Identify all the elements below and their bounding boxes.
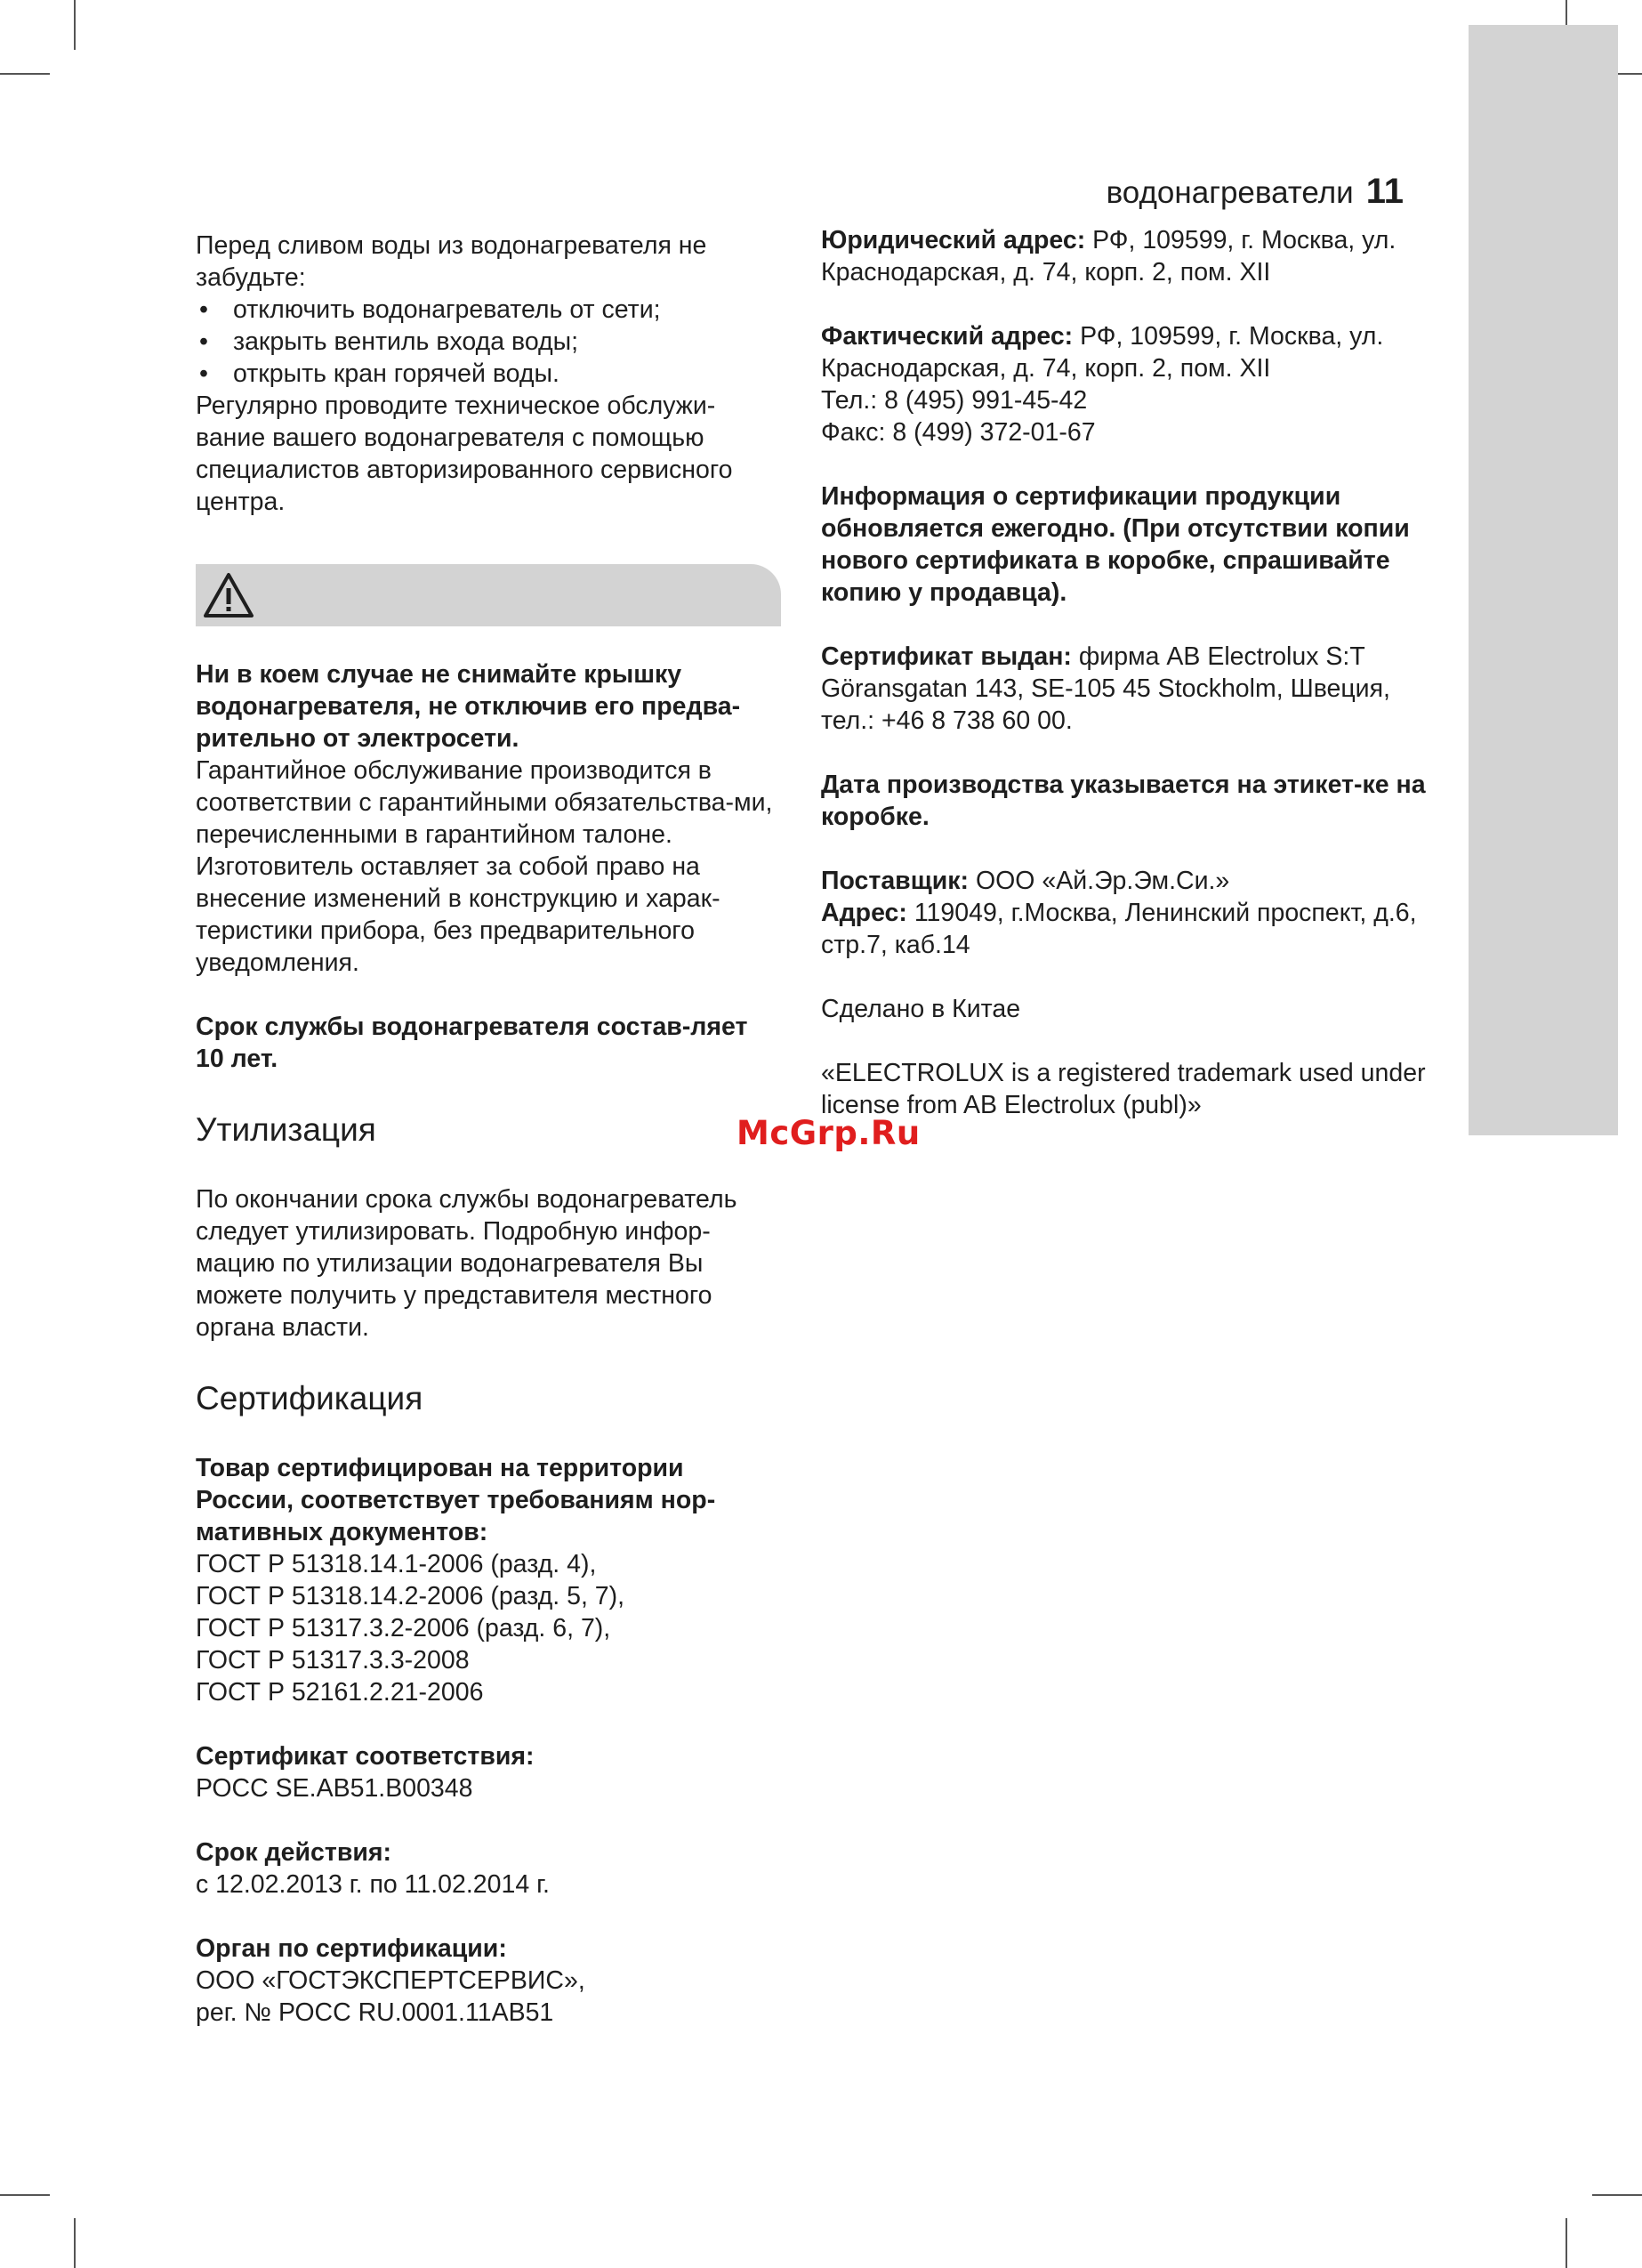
standard-item: ГОСТ Р 51318.14.1-2006 (разд. 4),: [196, 1550, 597, 1578]
right-column: [821, 224, 1426, 1121]
crop-mark: [0, 73, 50, 75]
warning-bar: [196, 564, 781, 626]
watermark: McGrp.Ru: [736, 1114, 921, 1152]
left-column: [196, 230, 783, 2029]
address-value: 119049, г.Москва, Ленинский проспект, д.6, стр.7, каб.14: [821, 899, 1417, 959]
list-item: • закрыть вентиль входа воды;: [196, 326, 783, 358]
actual-address: [821, 320, 1426, 384]
cert-body-value: ООО «ГОСТЭКСПЕРТСЕРВИС»,: [196, 1966, 585, 1995]
made-in: Сделано в Китае: [821, 995, 1021, 1023]
standard-item: ГОСТ Р 51317.3.2-2006 (разд. 6, 7),: [196, 1614, 611, 1642]
crop-mark: [74, 0, 76, 50]
cert-body-label: Орган по сертификации:: [196, 1934, 507, 1963]
address-label: Адрес:: [821, 899, 907, 927]
crop-mark: [1566, 2218, 1567, 2268]
crop-mark: [74, 2218, 76, 2268]
supplier-address: [821, 897, 1426, 961]
validity-label: Срок действия:: [196, 1838, 392, 1867]
warranty-text: Гарантийное обслуживание производится в соответствии с гарантийными обязательства-ми, перечисленными в гарантийном талоне. Изготовитель оставляет за собой право на внесение изменений в конструкцию и харак-теристики прибора, без предварительного уведомления.: [196, 756, 773, 977]
page-number: 11: [1365, 172, 1404, 211]
warning-text: Ни в коем случае не снимайте крышку водонагревателя, не отключив его предва-рительно от электросети.: [196, 660, 741, 753]
crop-mark: [0, 2194, 50, 2196]
page-header: [1107, 174, 1404, 211]
conformity-label: Сертификат соответствия:: [196, 1742, 535, 1771]
conformity-value: РОСС SE.АВ51.В00348: [196, 1774, 473, 1803]
legal-address-label: Юридический адрес:: [821, 226, 1086, 254]
certificate-issued-label: Сертификат выдан:: [821, 642, 1072, 671]
phone: Тел.: 8 (495) 991-45-42: [821, 386, 1088, 415]
supplier-label: Поставщик:: [821, 867, 970, 895]
certification-heading: Сертификация: [196, 1380, 423, 1416]
supplier: [821, 865, 1426, 897]
legal-address: [821, 224, 1426, 288]
cert-body-reg: рег. № РОСС RU.0001.11АВ51: [196, 1998, 554, 2027]
chapter-side-tab: [1469, 25, 1618, 1135]
certification-info: Информация о сертификации продукции обновляется ежегодно. (При отсутствии копии нового сертификата в коробке, спрашивайте копию у продавца).: [821, 482, 1410, 607]
maintenance-text: Регулярно проводите техническое обслужи-вание вашего водонагревателя с помощью специалистов авторизированного сервисного центра.: [196, 391, 733, 516]
disposal-heading: Утилизация: [196, 1111, 376, 1148]
drain-steps-list: [196, 294, 783, 390]
trademark-note: «ELECTROLUX is a registered trademark used under license from AB Electrolux (publ)»: [821, 1059, 1426, 1119]
list-item: • открыть кран горячей воды.: [196, 358, 783, 390]
validity-value: с 12.02.2013 г. по 11.02.2014 г.: [196, 1870, 550, 1899]
standard-item: ГОСТ Р 51318.14.2-2006 (разд. 5, 7),: [196, 1582, 625, 1610]
warning-triangle-icon: [202, 571, 255, 619]
production-date-note: Дата производства указывается на этикет-ке на коробке.: [821, 771, 1426, 831]
actual-address-value: РФ, 109599, г. Москва, ул. Краснодарская, д. 74, корп. 2, пом. XII: [821, 322, 1384, 383]
certification-statement: Товар сертифицирован на территории России, соответствует требованиям нор-мативных документов:: [196, 1454, 716, 1546]
list-item: • отключить водонагреватель от сети;: [196, 294, 783, 326]
supplier-value: ООО «Ай.Эр.Эм.Си.»: [969, 867, 1230, 895]
fax: Факс: 8 (499) 372-01-67: [821, 418, 1096, 447]
legal-address-value: РФ, 109599, г. Москва, ул. Краснодарская, д. 74, корп. 2, пом. XII: [821, 226, 1397, 287]
actual-address-label: Фактический адрес:: [821, 322, 1074, 351]
certificate-issued: [821, 641, 1426, 737]
crop-mark: [1592, 2194, 1642, 2196]
standard-item: ГОСТ Р 51317.3.3-2008: [196, 1646, 470, 1675]
disposal-text: По окончании срока службы водонагреватель следует утилизировать. Подробную инфор-мацию по утилизации водонагревателя Вы можете получить у представителя местного органа власти.: [196, 1185, 737, 1342]
standard-item: ГОСТ Р 52161.2.21-2006: [196, 1678, 484, 1707]
header-title: водонагреватели: [1106, 175, 1354, 210]
service-life-text: Срок службы водонагревателя состав-ляет 10 лет.: [196, 1013, 748, 1073]
drain-intro: Перед сливом воды из водонагревателя не забудьте:: [196, 231, 707, 292]
certificate-issued-value: фирма AB Electrolux S:T Göransgatan 143, SE-105 45 Stockholm, Швеция, тел.: +46 8 738 60 00.: [821, 642, 1390, 735]
